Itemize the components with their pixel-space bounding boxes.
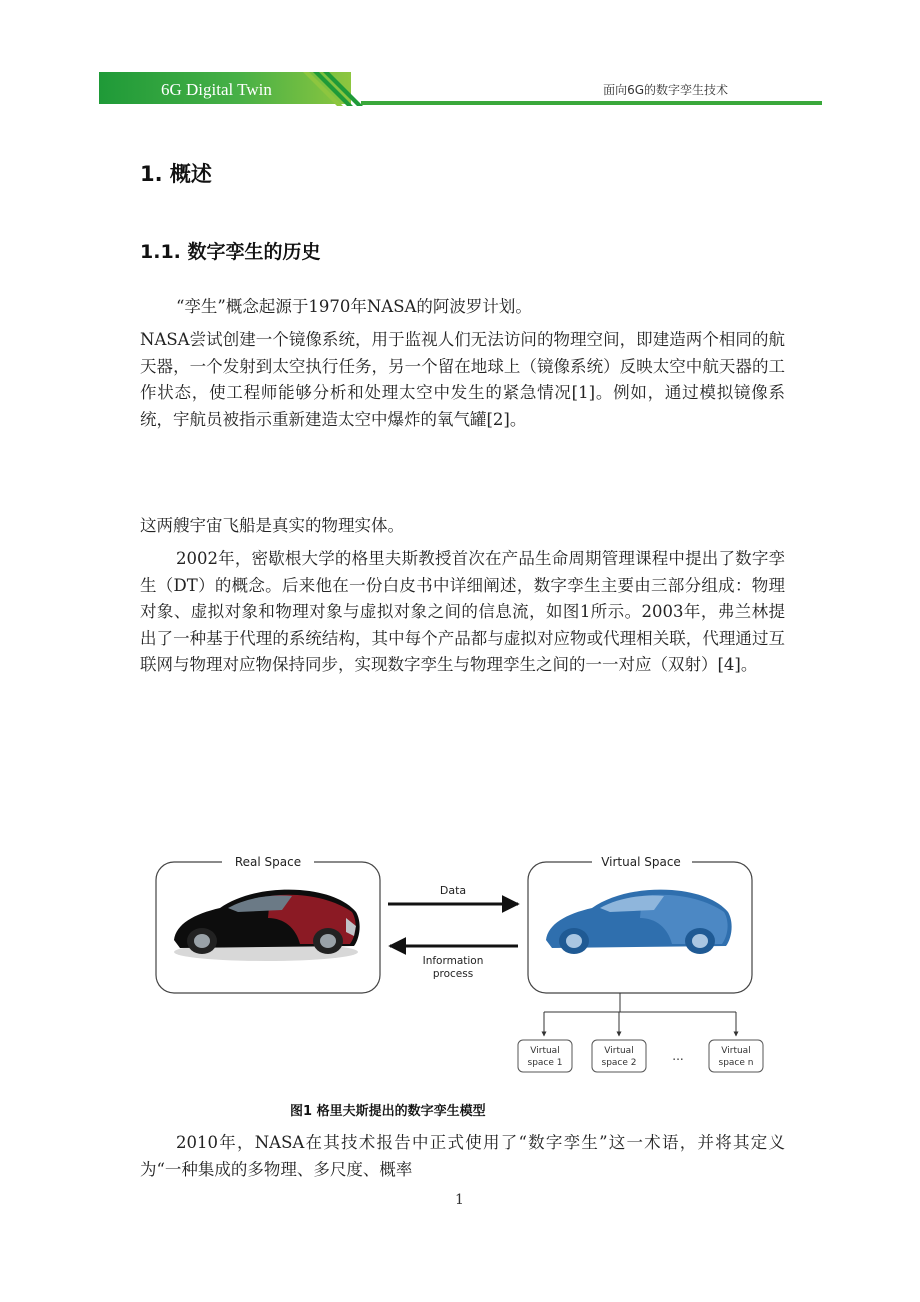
- data-label: Data: [439, 884, 467, 897]
- header-rule: [361, 101, 822, 105]
- paragraph-1: “孪生”概念起源于1970年NASA的阿波罗计划。: [176, 297, 532, 316]
- virtual-space-n-line1: Virtual: [721, 1046, 751, 1056]
- information-label-line2: process: [432, 968, 474, 980]
- paragraph-2: NASA尝试创建一个镜像系统，用于监视人们无法访问的物理空间，即建造两个相同的航天器，一个发射到太空执行任务，另一个留在地球上（镜像系统）反映太空中航天器的工作状态，使工程师能够分析和处理太空中发生的紧急情况[1]。例如，通过模拟镜像系统，宇航员被指示重新建造太空中爆炸的氧气罐[2]。: [140, 330, 785, 429]
- virtual-space-label: Virtual Space: [601, 855, 681, 869]
- section-heading: 1. 概述: [140, 162, 212, 186]
- virtual-space-2-line2: space 2: [601, 1058, 637, 1068]
- virtual-space-1-line1: Virtual: [530, 1046, 560, 1056]
- virtual-space-2-line1: Virtual: [604, 1046, 634, 1056]
- figure-caption: 图1 格里夫斯提出的数字孪生模型: [290, 1104, 486, 1119]
- information-label-line1: Information: [422, 955, 484, 967]
- real-car-image: [174, 890, 360, 961]
- header-right-title: 面向6G的数字孪生技术: [603, 83, 728, 97]
- paragraph-4: 2002年，密歇根大学的格里夫斯教授首次在产品生命周期管理课程中提出了数字孪生（DT）的概念。后来他在一份白皮书中详细阐述，数字孪生主要由三部分组成：物理对象、虚拟对象和物理对象与虚拟对象之间的信息流，如图1所示。2003年，弗兰林提出了一种基于代理的系统结构，其中每个产品都与虚拟对应物或代理相关联，代理通过互联网与物理对应物保持同步，实现数字孪生与物理孪生之间的一一对应（双射）[4]。: [140, 549, 785, 674]
- real-space-label: Real Space: [234, 855, 302, 869]
- virtual-car-image: [546, 890, 732, 954]
- ellipsis: ...: [672, 1049, 684, 1063]
- header-left-title: 6G Digital Twin: [161, 80, 272, 99]
- digital-twin-diagram: [150, 848, 770, 1080]
- paragraph-3: 这两艘宇宙飞船是真实的物理实体。: [140, 516, 404, 535]
- virtual-space-1-line2: space 1: [527, 1058, 563, 1068]
- page-header: [99, 72, 822, 106]
- digital-twin-figure: [150, 848, 770, 1080]
- virtual-space-n-line2: space n: [718, 1058, 754, 1068]
- paragraph-5: 2010年，NASA在其技术报告中正式使用了“数字孪生”这一术语，并将其定义为“一种集成的多物理、多尺度、概率: [140, 1133, 785, 1179]
- page-number: 1: [455, 1192, 464, 1208]
- subsection-heading: 1.1. 数字孪生的历史: [140, 241, 321, 263]
